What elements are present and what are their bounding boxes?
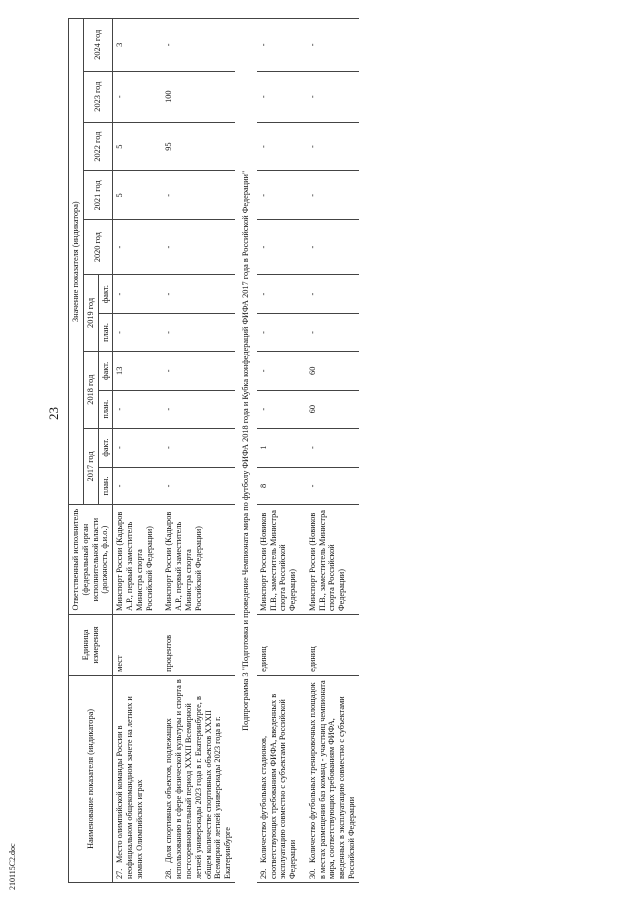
value-cell: -	[113, 220, 157, 275]
header-responsible: Ответственный исполнитель (федеральный орган исполнительной власти (должность, ф.и.о.)	[69, 505, 113, 615]
subprogram-heading: Подпрограмма 3 "Подготовка и проведение Чемпионата мира по футболу ФИФА 2018 года и Кубка конфедераций ФИФА 2017 года в Российской Федерации"	[235, 19, 257, 883]
value-cell: 100	[162, 71, 234, 122]
page-number: 23	[46, 407, 61, 420]
value-cell: 60	[306, 390, 359, 428]
value-cell: -	[257, 351, 300, 390]
value-cell: -	[162, 19, 234, 72]
value-cell: -	[306, 314, 359, 352]
value-cell: -	[306, 122, 359, 171]
unit-cell: единиц	[257, 614, 300, 675]
value-cell: 3	[113, 19, 157, 72]
indicator-table	[68, 18, 359, 883]
unit-cell: единиц	[306, 614, 359, 675]
value-cell: -	[257, 275, 300, 314]
table-row	[306, 19, 359, 883]
value-cell: -	[257, 122, 300, 171]
value-cell: -	[162, 275, 234, 314]
header-plan-2019: план.	[98, 314, 113, 352]
indicator-name-cell: 28.Доля спортивных объектов, подлежащих использованию в сфере физической культуры и спорта в постсоревновательный период XXXII Всемирной летней универсиады 2023 года в г. Екатеринбурге, в общем количестве спортивных объектов XXXII Всемирной летней универсиады 2023 года в г. Екатеринбурге	[162, 675, 234, 882]
footer-document-code: 210115C2.doc	[8, 843, 17, 890]
value-cell: 1	[257, 428, 300, 467]
value-cell: 5	[113, 122, 157, 171]
value-cell: -	[162, 390, 234, 428]
indicator-name-cell: 30.Количество футбольных тренировочных площадок в местах размещения баз команд - участниц чемпионата мира, соответствующих требованиям ФИФА, введенных в эксплуатацию совместно с субъектами Российской Федерации	[306, 675, 359, 882]
header-plan-2018: план.	[98, 390, 113, 428]
value-cell: -	[113, 467, 157, 505]
value-cell: -	[162, 428, 234, 467]
value-cell: -	[306, 275, 359, 314]
value-cell: -	[306, 467, 359, 505]
value-cell: -	[162, 314, 234, 352]
table-row	[162, 19, 234, 883]
responsible-cell: Минспорт России (Кадыров А.Р., первый заместитель Министра спорта Российской Федерации)	[113, 505, 157, 615]
header-values-group: Значение показателя (индикатора)	[69, 19, 84, 505]
header-year-2023: 2023 год	[83, 71, 113, 122]
header-year-2017: 2017 год	[83, 428, 98, 505]
responsible-cell: Минспорт России (Новиков П.В., заместитель Министра спорта Российской Федерации)	[257, 505, 300, 615]
unit-cell: мест	[113, 614, 157, 675]
value-cell: -	[306, 220, 359, 275]
header-year-2018: 2018 год	[83, 351, 98, 428]
value-cell: -	[162, 220, 234, 275]
responsible-cell: Минспорт России (Кадыров А.Р., первый заместитель Министра спорта Российской Федерации)	[162, 505, 234, 615]
header-year-2020: 2020 год	[83, 220, 113, 275]
unit-cell: процентов	[162, 614, 234, 675]
header-name: Наименование показателя (индикатора)	[69, 675, 113, 882]
header-year-2022: 2022 год	[83, 122, 113, 171]
indicator-name-cell: 27.Место олимпийской команды России в неофициальном общекомандном зачете на летних и зимних Олимпийских играх	[113, 675, 157, 882]
value-cell: -	[113, 71, 157, 122]
header-plan-2017: план.	[98, 467, 113, 505]
value-cell: 8	[257, 467, 300, 505]
value-cell: 13	[113, 351, 157, 390]
value-cell: -	[306, 19, 359, 72]
value-cell: 95	[162, 122, 234, 171]
table-row	[113, 19, 157, 883]
value-cell: -	[162, 467, 234, 505]
header-fact-2018: факт.	[98, 351, 113, 390]
value-cell: -	[306, 71, 359, 122]
value-cell: -	[306, 428, 359, 467]
value-cell: -	[257, 71, 300, 122]
header-fact-2019: факт.	[98, 275, 113, 314]
value-cell: -	[162, 351, 234, 390]
value-cell: 60	[306, 351, 359, 390]
value-cell: -	[257, 171, 300, 220]
value-cell: -	[162, 171, 234, 220]
header-unit: Единица измерения	[69, 614, 113, 675]
value-cell: -	[257, 314, 300, 352]
table-row	[257, 19, 300, 883]
value-cell: -	[257, 220, 300, 275]
indicator-table-container	[68, 18, 628, 883]
value-cell: -	[113, 314, 157, 352]
value-cell: -	[306, 171, 359, 220]
value-cell: -	[113, 428, 157, 467]
value-cell: -	[113, 390, 157, 428]
value-cell: -	[257, 390, 300, 428]
header-year-2021: 2021 год	[83, 171, 113, 220]
header-year-2024: 2024 год	[83, 19, 113, 72]
value-cell: 5	[113, 171, 157, 220]
indicator-name-cell: 29.Количество футбольных стадионов, соответствующих требованиям ФИФА, введенных в эксплуатацию совместно с субъектами Российской Федерации	[257, 675, 300, 882]
responsible-cell: Минспорт России (Новиков П.В., заместитель Министра спорта Российской Федерации)	[306, 505, 359, 615]
value-cell: -	[257, 19, 300, 72]
value-cell: -	[113, 275, 157, 314]
header-year-2019: 2019 год	[83, 275, 98, 352]
header-fact-2017: факт.	[98, 428, 113, 467]
